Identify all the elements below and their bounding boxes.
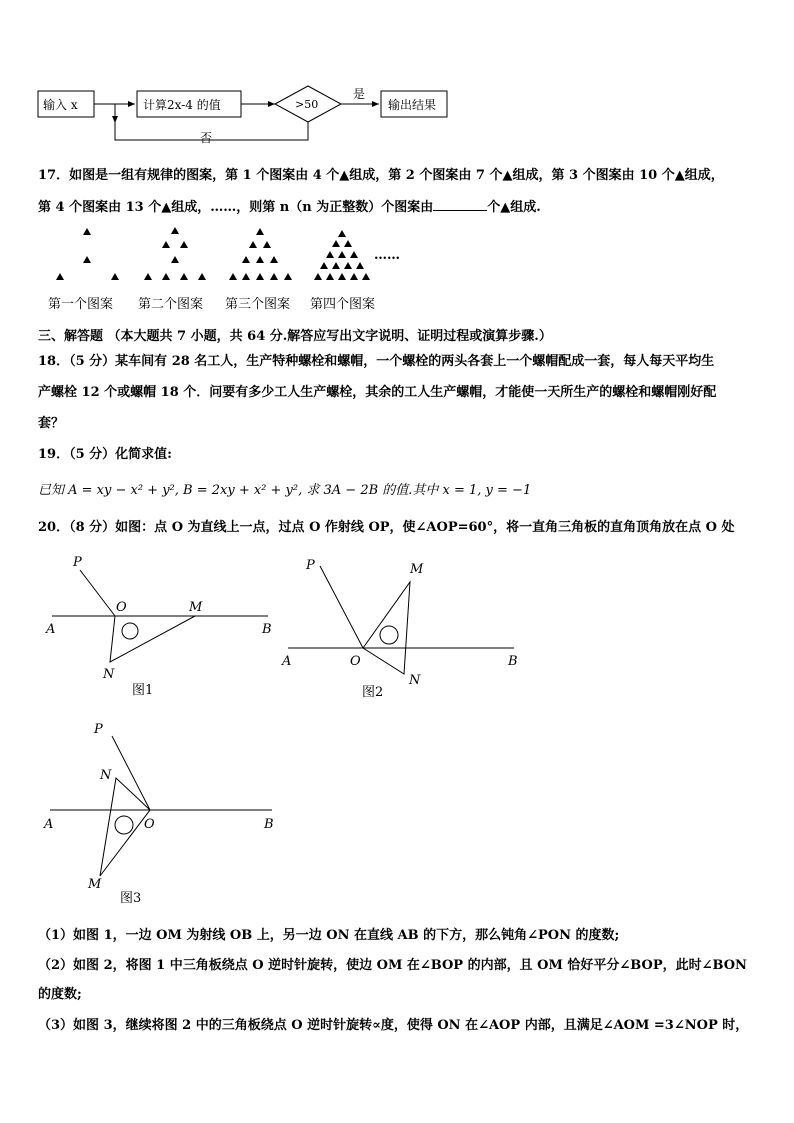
figure-2 (278, 552, 528, 702)
fig3-triangle (100, 778, 150, 876)
fig1-triangle-hole (122, 623, 138, 639)
fig1-caption: 图1 (132, 683, 154, 698)
pattern-caption-2: 第二个图案 (138, 297, 204, 312)
fig1-ray-op (80, 570, 115, 616)
fig2-label-b: B (508, 654, 518, 669)
fig1-label-b: B (262, 622, 272, 637)
fig2-label-p: P (306, 558, 315, 573)
section-heading: 三、解答题 （本大题共 7 小题，共 64 分.解答应写出文字说明、证明过程或演算步骤.） (38, 329, 552, 344)
fig3-label-m: M (88, 877, 102, 892)
fig3-label-n: N (100, 768, 112, 783)
q20-line1: 20．（8 分）如图：点 O 为直线上一点，过点 O 作射线 OP，使∠AOP=60°，将一直角三角板的直角顶角放在点 O 处 (38, 520, 735, 535)
figure-1 (40, 550, 280, 700)
fig3-triangle-hole (115, 816, 133, 834)
fig3-caption: 图3 (120, 891, 142, 906)
fig2-label-o: O (350, 654, 361, 669)
fig3-label-o: O (144, 817, 155, 832)
flowchart-input-label: 输入 x (43, 98, 78, 112)
fig3-label-p: P (94, 722, 103, 737)
q19-formula: 已知 A = xy − x² + y², B = 2xy + x² + y², 求 3A − 2B 的值.其中 x = 1, y = −1 (38, 483, 532, 498)
fig1-label-o: O (116, 600, 127, 615)
pattern-2 (144, 227, 206, 280)
q17-line1: 17．如图是一组有规律的图案，第 1 个图案由 4 个▲组成，第 2 个图案由 7 个▲组成，第 3 个图案由 10 个▲组成， (38, 168, 724, 183)
figure-3 (40, 718, 280, 908)
fig2-label-a: A (282, 654, 292, 669)
triangle-patterns (40, 222, 420, 317)
fig3-label-a: A (44, 817, 54, 832)
fig1-label-p: P (73, 555, 82, 570)
q17-line2-tail: 个▲组成. (487, 200, 541, 215)
q20-part2-line2: 的度数; (38, 987, 82, 1002)
q20-part3: （3）如图 3，继续将图 2 中的三角板绕点 O 逆时针旋转∝度，使得 ON 在∠AOP 内部，且满足∠AOM =3∠NOP 时， (38, 1018, 749, 1033)
pattern-caption-1: 第一个图案 (48, 297, 114, 312)
fig2-caption: 图2 (362, 685, 384, 700)
q19-line1: 19．（5 分）化简求值: (38, 447, 172, 462)
pattern-caption-3: 第三个图案 (225, 297, 291, 312)
q18-line2: 产螺栓 12 个或螺帽 18 个．问要有多少工人生产螺栓，其余的工人生产螺帽，才能使一天所生产的螺栓和螺帽刚好配 (38, 385, 717, 400)
flowchart-condition-label: >50 (295, 98, 319, 111)
fig2-triangle (363, 582, 410, 674)
pattern-ellipsis: …… (374, 248, 400, 263)
q20-part1: （1）如图 1，一边 OM 为射线 OB 上，另一边 ON 在直线 AB 的下方，那么钝角∠PON 的度数; (38, 928, 620, 943)
pattern-caption-4: 第四个图案 (310, 297, 376, 312)
fig3-ray-op (112, 736, 150, 810)
pattern-1 (56, 228, 119, 280)
q17-line2 (38, 198, 541, 217)
flowchart-no-label: 否 (200, 131, 213, 145)
pattern-4 (314, 230, 370, 280)
fig1-label-m: M (189, 600, 203, 615)
q17-answer-blank[interactable] (433, 198, 487, 211)
flowchart-yes-label: 是 (353, 87, 366, 101)
q18-line3: 套？ (38, 416, 65, 431)
flowchart-compute-label: 计算2x-4 的值 (143, 98, 221, 112)
q20-part2-line1: （2）如图 2，将图 1 中三角板绕点 O 逆时针旋转，使边 OM 在∠BOP 的内部，且 OM 恰好平分∠BOP，此时∠BON (38, 958, 747, 973)
fig1-label-n: N (103, 667, 115, 682)
q18-line1: 18．（5 分）某车间有 28 名工人，生产特种螺栓和螺帽，一个螺栓的两头各套上一个螺帽配成一套，每人每天平均生 (38, 354, 715, 369)
flowchart-output-label: 输出结果 (388, 98, 437, 112)
fig2-ray-op (320, 566, 363, 648)
fig2-label-m: M (410, 562, 424, 577)
fig3-label-b: B (264, 817, 274, 832)
pattern-3 (229, 228, 292, 280)
fig1-label-a: A (46, 622, 56, 637)
fig2-triangle-hole (380, 626, 398, 644)
flowchart (30, 80, 460, 150)
q17-line2-text: 第 4 个图案由 13 个▲组成，……，则第 n（n 为正整数）个图案由 (38, 200, 434, 215)
fig2-label-n: N (409, 673, 421, 688)
fig1-triangle (110, 616, 195, 662)
